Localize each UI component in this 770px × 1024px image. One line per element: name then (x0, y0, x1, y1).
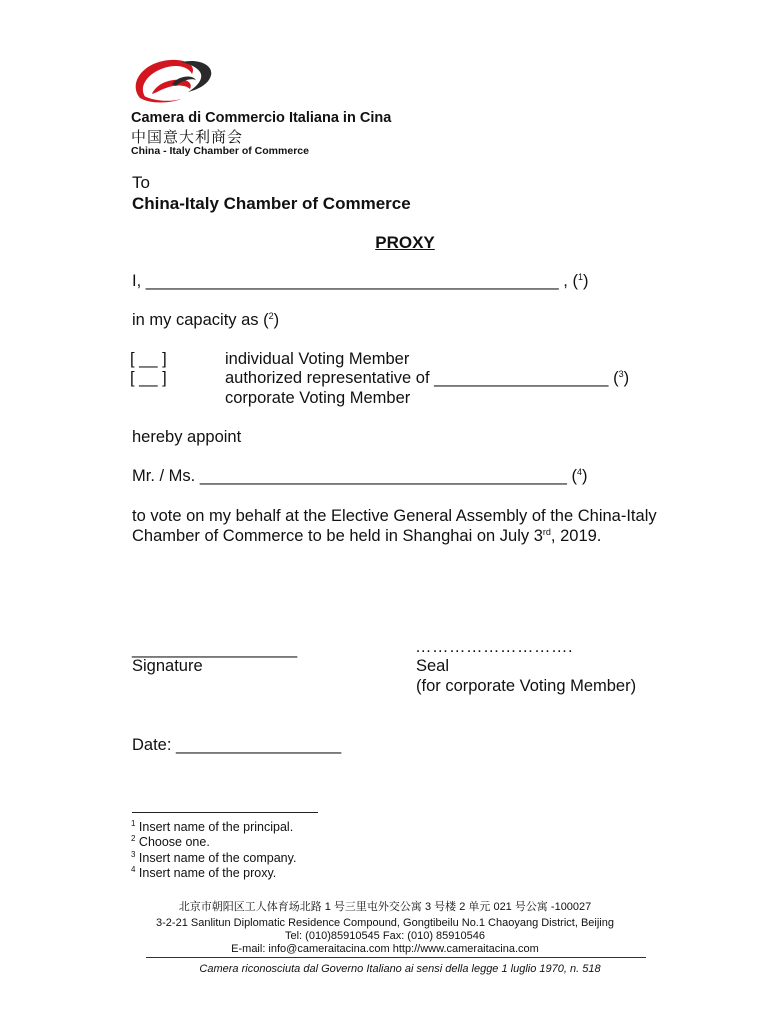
footnote-divider (132, 812, 318, 813)
address-chinese: 北京市朝阳区工人体育场北路 1 号三里屯外交公寓 3 号楼 2 单元 021 号公寓 -100027 (178, 901, 592, 913)
checkbox-individual[interactable]: [ __ ] (130, 350, 167, 368)
checkbox-authorized[interactable]: [ __ ] (130, 369, 167, 387)
seal-label: Seal (416, 657, 450, 675)
principal-line: I, _____________________________________________ , ($^1$) (132, 272, 589, 290)
org-name-chinese: 中国意大利商会 (131, 128, 244, 146)
option-corporate-label: corporate Voting Member (225, 389, 411, 407)
option-authorized-line: authorized representative of ___________________ ($^3$) (225, 369, 630, 387)
signature-label: Signature (132, 657, 203, 675)
footnote-1: $^1$ Insert name of the principal. (131, 819, 294, 834)
principal-suffix: , ( (558, 272, 578, 290)
footnote-ref-3: 3 (618, 369, 624, 379)
seal-line[interactable]: ………………………. (415, 638, 574, 656)
appoint-text: hereby appoint (132, 428, 242, 446)
vote-text-main: to vote on my behalf at the Elective General Assembly of the China-Italy Chamber of Commerce to be held in Shanghai on July 3 (132, 507, 657, 545)
footnote-ref-1: 1 (577, 272, 583, 282)
address-english: 3-2-21 Sanlitun Diplomatic Residence Compound, Gongtibeilu No.1 Chaoyang District, Beijing (156, 917, 614, 929)
option-authorized-label: authorized representative of ___________________ ( (225, 369, 619, 387)
org-name-italian: Camera di Commercio Italiana in Cina (131, 110, 392, 126)
email-website: E-mail: info@cameraitacina.com http://www.cameraitacina.com (231, 943, 539, 955)
principal-prefix: I, (132, 272, 146, 290)
capacity-line: in my capacity as ($^2$) (132, 311, 280, 329)
recipient-name: China-Italy Chamber of Commerce (132, 194, 411, 213)
document-title: PROXY (375, 233, 435, 252)
phone-fax: Tel: (010)85910545 Fax: (010) 85910546 (285, 930, 485, 942)
vote-ordinal: rd (542, 527, 551, 537)
vote-text-end: , 2019. (550, 527, 602, 545)
proxy-name-blank[interactable]: ________________________________________ (199, 467, 567, 485)
org-name-english: China - Italy Chamber of Commerce (131, 145, 309, 157)
footnote-ref-4: 4 (577, 467, 583, 477)
legal-recognition: Camera riconosciuta dal Governo Italiano ai sensi della legge 1 luglio 1970, n. 518 (199, 963, 601, 975)
principal-name-blank[interactable]: _____________________________________________ (145, 272, 559, 290)
proxy-suffix: ( (566, 467, 577, 485)
proxy-line: Mr. / Ms. ________________________________________ ($^4$) (132, 467, 588, 485)
signature-line[interactable]: __________________ (132, 640, 298, 658)
capacity-text: in my capacity as ( (132, 311, 269, 329)
footnote-ref-2: 2 (268, 311, 274, 321)
date-blank[interactable]: __________________ (176, 736, 342, 754)
seal-note: (for corporate Voting Member) (416, 677, 637, 695)
vote-paragraph (132, 506, 692, 546)
option-individual-label: individual Voting Member (225, 350, 410, 368)
recipient-to: To (132, 173, 150, 192)
date-line (132, 736, 341, 755)
proxy-prefix: Mr. / Ms. (132, 467, 200, 485)
chamber-logo (130, 54, 214, 108)
footnote-4: $^4$ Insert name of the proxy. (131, 865, 277, 880)
footnote-2: $^2$ Choose one. (131, 834, 210, 849)
footnote-3: $^3$ Insert name of the company. (131, 850, 297, 865)
footer-divider (146, 957, 646, 958)
date-label: Date: (132, 736, 177, 754)
